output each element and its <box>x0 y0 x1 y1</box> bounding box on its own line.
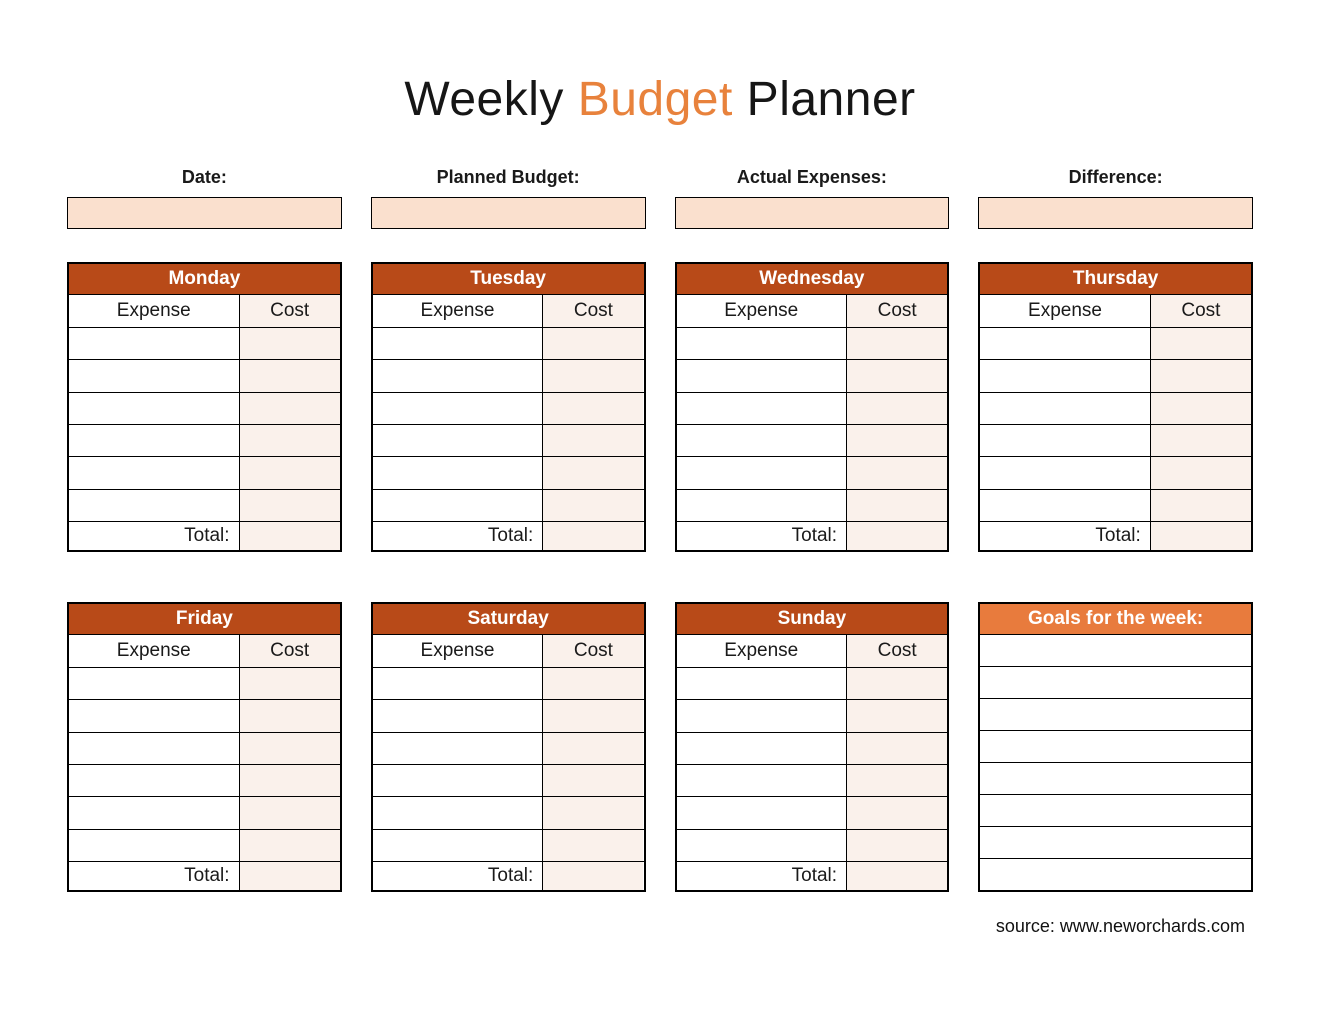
expense-cell[interactable] <box>980 457 1151 488</box>
expense-row <box>373 359 644 391</box>
day-table-wednesday <box>675 262 950 552</box>
expense-cell[interactable] <box>373 457 544 488</box>
expense-cell[interactable] <box>980 360 1151 391</box>
expense-row <box>373 424 644 456</box>
expense-row <box>677 732 948 764</box>
expense-row <box>69 764 340 796</box>
expense-cell[interactable] <box>677 830 848 861</box>
expense-cell[interactable] <box>980 328 1151 359</box>
cost-cell[interactable] <box>847 360 947 391</box>
day-table-sunday <box>675 602 950 892</box>
expense-row <box>69 829 340 861</box>
day-header: Monday <box>69 264 340 294</box>
expense-row <box>677 829 948 861</box>
expense-cell[interactable] <box>980 393 1151 424</box>
cost-cell[interactable] <box>543 425 643 456</box>
cost-cell[interactable] <box>847 797 947 828</box>
expense-cell[interactable] <box>69 393 240 424</box>
expense-row <box>677 456 948 488</box>
cost-cell[interactable] <box>240 425 340 456</box>
column-header-row <box>677 634 948 667</box>
cost-cell[interactable] <box>240 393 340 424</box>
cost-cell[interactable] <box>847 490 947 521</box>
expense-row <box>677 392 948 424</box>
expense-row <box>69 732 340 764</box>
header-field <box>978 167 1253 229</box>
day-header: Saturday <box>373 604 644 634</box>
expense-cell[interactable] <box>69 733 240 764</box>
expense-cell[interactable] <box>677 733 848 764</box>
title-prefix: Weekly <box>404 73 578 126</box>
column-header-row <box>677 294 948 327</box>
expense-cell[interactable] <box>69 425 240 456</box>
cost-cell[interactable] <box>543 360 643 391</box>
cost-column-header: Cost <box>847 295 947 327</box>
expense-cell[interactable] <box>69 797 240 828</box>
expense-row <box>980 456 1251 488</box>
expense-cell[interactable] <box>69 328 240 359</box>
expense-column-header: Expense <box>677 295 848 327</box>
expense-column-header: Expense <box>69 295 240 327</box>
expense-cell[interactable] <box>373 490 544 521</box>
expense-row <box>677 667 948 699</box>
cost-column-header: Cost <box>543 635 643 667</box>
expense-cell[interactable] <box>980 425 1151 456</box>
goal-row[interactable] <box>980 826 1251 858</box>
column-header-row <box>373 634 644 667</box>
goal-row[interactable] <box>980 698 1251 730</box>
content-area <box>67 167 1253 937</box>
expense-row <box>69 327 340 359</box>
total-label: Total: <box>677 522 848 550</box>
expense-row <box>69 456 340 488</box>
expense-row <box>373 456 644 488</box>
total-row <box>677 861 948 890</box>
cost-cell[interactable] <box>847 830 947 861</box>
cost-column-header: Cost <box>240 635 340 667</box>
day-rows <box>980 327 1251 521</box>
expense-row <box>373 732 644 764</box>
expense-row <box>373 796 644 828</box>
cost-cell[interactable] <box>847 733 947 764</box>
expense-row <box>677 327 948 359</box>
goal-row[interactable] <box>980 858 1251 890</box>
expense-cell[interactable] <box>677 393 848 424</box>
cost-column-header: Cost <box>1151 295 1251 327</box>
day-header: Tuesday <box>373 264 644 294</box>
cost-cell[interactable] <box>543 700 643 731</box>
cost-cell[interactable] <box>543 765 643 796</box>
expense-row <box>373 327 644 359</box>
total-cost-cell[interactable] <box>240 522 340 550</box>
cost-cell[interactable] <box>240 328 340 359</box>
cost-cell[interactable] <box>240 733 340 764</box>
cost-cell[interactable] <box>240 668 340 699</box>
cost-cell[interactable] <box>847 328 947 359</box>
cost-cell[interactable] <box>240 457 340 488</box>
total-row <box>980 521 1251 550</box>
cost-cell[interactable] <box>543 830 643 861</box>
expense-cell[interactable] <box>677 457 848 488</box>
cost-cell[interactable] <box>543 668 643 699</box>
cost-cell[interactable] <box>543 797 643 828</box>
expense-cell[interactable] <box>373 393 544 424</box>
expense-column-header: Expense <box>980 295 1151 327</box>
cost-cell[interactable] <box>847 425 947 456</box>
day-rows <box>69 327 340 521</box>
goal-row[interactable] <box>980 794 1251 826</box>
column-header-row <box>980 294 1251 327</box>
day-rows <box>69 667 340 861</box>
cost-cell[interactable] <box>240 490 340 521</box>
expense-cell[interactable] <box>677 425 848 456</box>
title-highlight: Budget <box>577 73 733 126</box>
expense-row <box>373 829 644 861</box>
cost-cell[interactable] <box>847 393 947 424</box>
expense-row <box>677 424 948 456</box>
cost-column-header: Cost <box>847 635 947 667</box>
expense-row <box>69 489 340 521</box>
expense-cell[interactable] <box>69 700 240 731</box>
goal-row[interactable] <box>980 762 1251 794</box>
day-table-friday <box>67 602 342 892</box>
expense-row <box>69 424 340 456</box>
field-input[interactable] <box>978 197 1253 229</box>
goal-row[interactable] <box>980 730 1251 762</box>
total-cost-cell[interactable] <box>1151 522 1251 550</box>
expense-cell[interactable] <box>677 490 848 521</box>
day-header: Thursday <box>980 264 1251 294</box>
expense-column-header: Expense <box>69 635 240 667</box>
field-input[interactable] <box>67 197 342 229</box>
day-header: Friday <box>69 604 340 634</box>
goal-row[interactable] <box>980 666 1251 698</box>
day-header: Sunday <box>677 604 948 634</box>
expense-row <box>677 359 948 391</box>
day-table-saturday <box>371 602 646 892</box>
total-row <box>69 861 340 890</box>
expense-row <box>373 699 644 731</box>
cost-cell[interactable] <box>240 700 340 731</box>
total-label: Total: <box>69 522 240 550</box>
expense-row <box>373 489 644 521</box>
expense-cell[interactable] <box>373 700 544 731</box>
cost-column-header: Cost <box>543 295 643 327</box>
cost-cell[interactable] <box>1151 328 1251 359</box>
expense-cell[interactable] <box>677 328 848 359</box>
source-note: source: www.neworchards.com <box>995 916 1245 936</box>
cost-cell[interactable] <box>847 457 947 488</box>
expense-column-header: Expense <box>373 295 544 327</box>
expense-cell[interactable] <box>677 360 848 391</box>
cost-cell[interactable] <box>543 393 643 424</box>
day-rows <box>677 327 948 521</box>
day-table-thursday <box>978 262 1253 552</box>
cost-cell[interactable] <box>240 360 340 391</box>
expense-row <box>980 424 1251 456</box>
expense-cell[interactable] <box>373 797 544 828</box>
total-row <box>69 521 340 550</box>
expense-row <box>980 392 1251 424</box>
cost-cell[interactable] <box>240 797 340 828</box>
expense-cell[interactable] <box>373 765 544 796</box>
total-row <box>677 521 948 550</box>
expense-row <box>980 489 1251 521</box>
expense-row <box>980 327 1251 359</box>
total-label: Total: <box>980 522 1151 550</box>
column-header-row <box>69 634 340 667</box>
expense-cell[interactable] <box>69 668 240 699</box>
total-label: Total: <box>373 862 544 890</box>
field-input[interactable] <box>371 197 646 229</box>
header-field <box>371 167 646 229</box>
expense-cell[interactable] <box>69 765 240 796</box>
expense-cell[interactable] <box>373 360 544 391</box>
expense-cell[interactable] <box>69 457 240 488</box>
week-grid <box>67 262 1253 892</box>
expense-cell[interactable] <box>677 765 848 796</box>
expense-cell[interactable] <box>373 733 544 764</box>
expense-cell[interactable] <box>677 797 848 828</box>
expense-column-header: Expense <box>677 635 848 667</box>
expense-row <box>677 764 948 796</box>
expense-row <box>677 489 948 521</box>
day-rows <box>373 327 644 521</box>
expense-cell[interactable] <box>373 668 544 699</box>
cost-cell[interactable] <box>1151 425 1251 456</box>
expense-row <box>373 764 644 796</box>
expense-cell[interactable] <box>373 328 544 359</box>
cost-cell[interactable] <box>543 328 643 359</box>
header-field <box>67 167 342 229</box>
day-table-monday <box>67 262 342 552</box>
goals-header: Goals for the week: <box>980 604 1251 634</box>
goal-row[interactable] <box>980 634 1251 666</box>
expense-cell[interactable] <box>677 668 848 699</box>
field-label: Difference: <box>1068 167 1163 187</box>
total-cost-cell[interactable] <box>543 862 643 890</box>
day-rows <box>373 667 644 861</box>
column-header-row <box>373 294 644 327</box>
total-cost-cell[interactable] <box>543 522 643 550</box>
expense-row <box>69 699 340 731</box>
expense-row <box>69 392 340 424</box>
expense-row <box>677 699 948 731</box>
header-fields <box>67 167 1253 229</box>
cost-cell[interactable] <box>543 457 643 488</box>
total-label: Total: <box>69 862 240 890</box>
expense-cell[interactable] <box>69 490 240 521</box>
field-label: Date: <box>181 167 227 187</box>
title-suffix: Planner <box>732 73 916 126</box>
total-label: Total: <box>677 862 848 890</box>
goals-rows <box>980 634 1251 890</box>
cost-cell[interactable] <box>1151 393 1251 424</box>
expense-row <box>980 359 1251 391</box>
expense-cell[interactable] <box>980 490 1151 521</box>
expense-row <box>69 667 340 699</box>
cost-cell[interactable] <box>847 765 947 796</box>
cost-column-header: Cost <box>240 295 340 327</box>
cost-cell[interactable] <box>1151 360 1251 391</box>
header-field <box>675 167 950 229</box>
total-cost-cell[interactable] <box>847 522 947 550</box>
total-cost-cell[interactable] <box>240 862 340 890</box>
column-header-row <box>69 294 340 327</box>
total-row <box>373 521 644 550</box>
cost-cell[interactable] <box>1151 457 1251 488</box>
goals-panel <box>978 602 1253 892</box>
expense-column-header: Expense <box>373 635 544 667</box>
expense-cell[interactable] <box>373 830 544 861</box>
cost-cell[interactable] <box>1151 490 1251 521</box>
day-table-tuesday <box>371 262 646 552</box>
cost-cell[interactable] <box>240 830 340 861</box>
expense-cell[interactable] <box>677 700 848 731</box>
cost-cell[interactable] <box>240 765 340 796</box>
cost-cell[interactable] <box>543 490 643 521</box>
day-rows <box>677 667 948 861</box>
cost-cell[interactable] <box>543 733 643 764</box>
field-label: Planned Budget: <box>436 167 580 187</box>
expense-cell[interactable] <box>69 830 240 861</box>
total-label: Total: <box>373 522 544 550</box>
expense-row <box>373 667 644 699</box>
expense-row <box>69 359 340 391</box>
expense-row <box>373 392 644 424</box>
page-title <box>0 0 1320 127</box>
expense-row <box>677 796 948 828</box>
expense-row <box>69 796 340 828</box>
expense-cell[interactable] <box>373 425 544 456</box>
day-header: Wednesday <box>677 264 948 294</box>
cost-cell[interactable] <box>847 668 947 699</box>
total-cost-cell[interactable] <box>847 862 947 890</box>
cost-cell[interactable] <box>847 700 947 731</box>
field-input[interactable] <box>675 197 950 229</box>
field-label: Actual Expenses: <box>736 167 887 187</box>
expense-cell[interactable] <box>69 360 240 391</box>
total-row <box>373 861 644 890</box>
